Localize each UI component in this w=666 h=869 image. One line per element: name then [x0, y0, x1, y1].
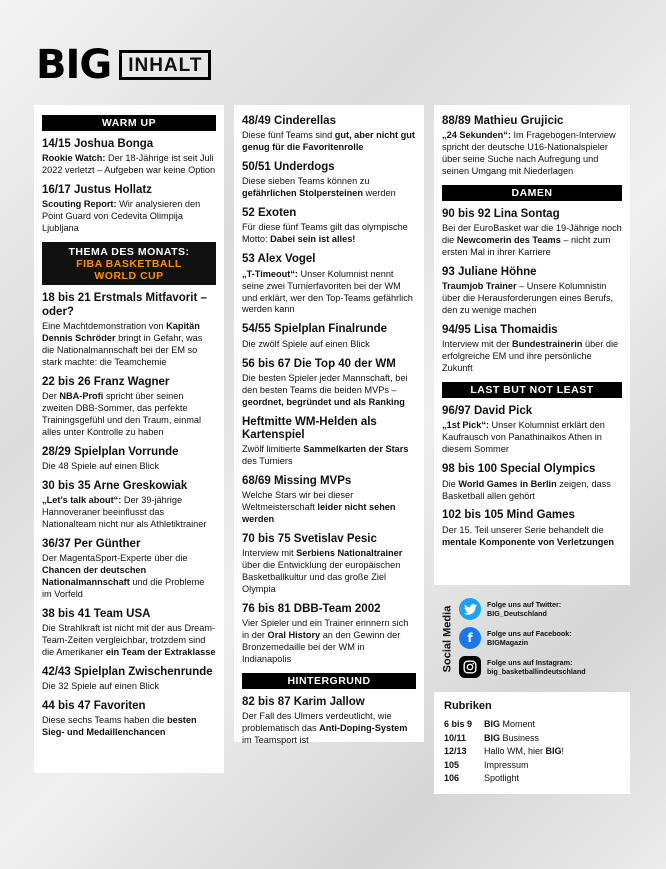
entry-title: 36/37 Per Günther [42, 537, 141, 550]
entry-title: 48/49 Cinderellas [242, 115, 336, 127]
entry-title: 42/43 Spielplan Zwischenrunde [42, 666, 213, 679]
entry-title: 52 Exoten [242, 207, 297, 220]
entry-title: Heftmitte WM-Helden als Kartenspiel [242, 415, 377, 441]
entry-title: 102 bis 105 Mind Games [442, 509, 575, 522]
rubriken-title: Rubriken [444, 700, 492, 712]
toc-entry[interactable] [442, 405, 622, 456]
entry-desc: „1st Pick“: Unser Kolumnist erklärt den Kaufrausch von Panathinaikos Athen in diesem Sommer [442, 420, 605, 455]
toc-entry[interactable] [242, 161, 416, 200]
entry-title: 54/55 Spielplan Finalrunde [242, 323, 388, 336]
entry-title: 70 bis 75 Svetislav Pesic [242, 533, 377, 546]
entry-desc: „T-Timeout“: Unser Kolumnist nennt seine zwei Turnierfavoriten bei der WM und erklärt, wer den Top-Teams gefährlich werden kann [242, 268, 413, 315]
toc-entry[interactable] [242, 696, 416, 747]
toc-entry[interactable] [42, 292, 216, 368]
section-bar-damen: DAMEN [442, 185, 622, 201]
social-media-block [437, 594, 637, 682]
toc-entry[interactable] [42, 138, 216, 177]
toc-entry[interactable] [42, 376, 216, 439]
entry-title: 16/17 Justus Hollatz [42, 184, 152, 197]
entry-desc: Bei der EuroBasket war die 19-Jährige noch die Newcomerin des Teams – nicht zum ersten Mal in ihrer Karriere [442, 223, 622, 258]
toc-entry[interactable] [42, 608, 216, 659]
entry-desc: Die zwölf Spiele auf einen Blick [242, 338, 370, 349]
entry-desc: Der Fall des Ulmers verdeutlicht, wie problematisch das Anti-Doping-System im Teamsport ist [242, 711, 408, 746]
toc-entry[interactable] [42, 184, 216, 235]
entry-title: 30 bis 35 Arne Greskowiak [42, 479, 188, 492]
facebook-icon: f [459, 627, 481, 649]
entry-title: 90 bis 92 Lina Sontag [442, 208, 560, 221]
entry-desc: Diese sechs Teams haben die besten Sieg- und Medaillenchancen [42, 715, 197, 738]
entry-title: 76 bis 81 DBB-Team 2002 [242, 603, 381, 616]
toc-entry[interactable] [242, 253, 416, 316]
entry-desc: Scouting Report: Wir analysieren den Point Guard von Cedevita Olimpija Ljubljana [42, 199, 201, 234]
entry-desc: Die 32 Spiele auf einen Blick [42, 681, 159, 692]
entry-desc: Traumjob Trainer – Unsere Kolumnistin über die Herausforderungen eines Berufs, den zu wenige machen [442, 281, 614, 316]
entry-title: 96/97 David Pick [442, 405, 533, 418]
entry-desc: „24 Sekunden“: Im Fragebogen-Interview spricht der deutsche U16-Nationalspieler über seine Suche nach Aufregung und seinen Umgang mit Niederlagen [442, 130, 616, 177]
toc-column-1 [34, 105, 224, 773]
toc-entry[interactable] [42, 700, 216, 739]
entry-desc: Die World Games in Berlin zeigen, dass Basketball allen gehört [442, 478, 611, 501]
social-media-label: Social Media [441, 605, 454, 673]
entry-desc: Interview mit der Bundestrainerin über die erfolgreiche EM und ihre persönliche Zukunft [442, 339, 619, 374]
rubrik-row[interactable]: 105 Impressum [444, 759, 529, 770]
section-bar-hintergrund: HINTERGRUND [242, 673, 416, 689]
entry-desc: Rookie Watch: Der 18-Jährige ist seit Juli 2022 verletzt – Aufgeben war keine Option [42, 153, 216, 176]
entry-desc: Die 48 Spiele auf einen Blick [42, 460, 159, 471]
toc-entry[interactable] [442, 115, 622, 178]
social-instagram-text: Folge uns auf Instagram: big_basketballindeutschland [487, 658, 586, 676]
entry-title: 38 bis 41 Team USA [42, 607, 151, 620]
toc-entry[interactable] [242, 115, 416, 154]
entry-title: 28/29 Spielplan Vorrunde [42, 445, 179, 458]
entry-desc: Zwölf limitierte Sammelkarten der Stars des Turniers [242, 444, 409, 467]
logo [36, 42, 211, 88]
toc-entry[interactable] [442, 463, 622, 502]
toc-entry[interactable] [242, 533, 416, 596]
toc-entry[interactable] [242, 358, 416, 409]
social-facebook[interactable] [459, 627, 572, 649]
instagram-icon [459, 656, 481, 678]
toc-entry[interactable] [442, 509, 622, 548]
toc-entry[interactable] [42, 666, 216, 693]
entry-title: 88/89 Mathieu Grujicic [442, 115, 564, 127]
logo-big: BIG [36, 42, 112, 88]
toc-entry[interactable] [442, 324, 622, 375]
entry-title: 82 bis 87 Karim Jallow [242, 696, 365, 709]
entry-desc: Interview mit Serbiens Nationaltrainer über die Entwicklung der europäischen Basketballkultur und das große Ziel Olympia [242, 548, 403, 595]
entry-desc: Diese fünf Teams sind gut, aber nicht gut genug für die Favoritenrolle [242, 130, 415, 153]
section-bar-warm-up: WARM UP [42, 115, 216, 131]
toc-entry[interactable] [42, 480, 216, 531]
entry-desc: Vier Spieler und ein Trainer erinnern sich in der Oral History an den Gewinn der Bronzemedaille bei der WM in Indianapolis [242, 618, 409, 665]
toc-entry[interactable] [42, 446, 216, 473]
toc-entry[interactable] [42, 538, 216, 601]
entry-title: 98 bis 100 Special Olympics [442, 463, 596, 476]
entry-desc: Diese sieben Teams können zu gefährlichen Stolpersteinen werden [242, 176, 396, 199]
social-facebook-text: Folge uns auf Facebook: BIGMagazin [487, 629, 572, 647]
toc-column-3 [434, 105, 630, 585]
section-bar-last-but-not-least: LAST BUT NOT LEAST [442, 382, 622, 398]
twitter-icon [459, 598, 481, 620]
social-twitter[interactable] [459, 598, 561, 620]
social-instagram[interactable] [459, 656, 586, 678]
rubrik-row[interactable]: 106 Spotlight [444, 773, 520, 783]
entry-desc: Der NBA-Profi spricht über seinen zweiten DBB-Sommer, das perfekte Trainingsgefühl und den Traum, einmal alles unter Kontrolle zu haben [42, 390, 201, 437]
rubriken-box [434, 692, 630, 794]
entry-title: 94/95 Lisa Thomaidis [442, 324, 558, 337]
rubrik-row[interactable]: 6 bis 9 BIG Moment [444, 719, 536, 729]
rubrik-row[interactable]: 12/13 Hallo WM, hier BIG! [444, 746, 565, 756]
entry-title: 50/51 Underdogs [242, 161, 335, 174]
entry-desc: Welche Stars wir bei dieser Weltmeisterschaft leider nicht sehen werden [242, 490, 396, 525]
toc-entry[interactable] [242, 323, 416, 350]
entry-desc: Die besten Spieler jeder Mannschaft, bei den besten Teams die beiden MVPs – geordnet, begründet und als Ranking [242, 372, 408, 407]
entry-desc: Die Strahlkraft ist nicht mit der aus Dream-Team-Zeiten vergleichbar, trotzdem sind die Amerikaner ein Team der Extraklasse [42, 623, 216, 658]
entry-title: 44 bis 47 Favoriten [42, 700, 146, 713]
entry-title: 68/69 Missing MVPs [242, 475, 352, 487]
entry-title: 14/15 Joshua Bonga [42, 138, 154, 150]
toc-entry[interactable] [242, 416, 416, 468]
entry-desc: Für diese fünf Teams gilt das olympische Motto: Dabei sein ist alles! [242, 222, 408, 245]
toc-entry[interactable] [242, 207, 416, 246]
toc-entry[interactable] [442, 208, 622, 259]
entry-title: 22 bis 26 Franz Wagner [42, 375, 170, 388]
toc-column-2 [234, 105, 424, 746]
entry-title: 53 Alex Vogel [242, 253, 316, 266]
rubrik-row[interactable]: 10/11 BIG Business [444, 732, 540, 743]
entry-title: 93 Juliane Höhne [442, 266, 537, 279]
section-bar-thema: THEMA DES MONATS: FIBA BASKETBALL WORLD CUP [42, 242, 216, 285]
entry-title: 18 bis 21 Erstmals Mitfavorit – oder? [42, 292, 207, 318]
toc-entry[interactable] [442, 266, 622, 317]
toc-entry[interactable] [242, 603, 416, 666]
toc-entry[interactable] [242, 475, 416, 526]
entry-desc: Der 15. Teil unserer Serie behandelt die mentale Komponente von Verletzungen [442, 524, 615, 547]
entry-desc: Der MagentaSport-Experte über die Chancen der deutschen Nationalmannschaft und die Probleme im Vorfeld [42, 553, 205, 599]
logo-inhalt: INHALT [119, 50, 211, 80]
entry-desc: Eine Machtdemonstration von Kapitän Dennis Schröder bringt in Gefahr, was die Nationalmannschaft bei der EM so stark machte: die Teamchemie [42, 320, 203, 367]
entry-title: 56 bis 67 Die Top 40 der WM [242, 357, 396, 370]
social-twitter-text: Folge uns auf Twitter: BIG_Deutschland [487, 600, 562, 618]
entry-desc: „Let’s talk about“: Der 39-jährige Hannoveraner beeinflusst das Nationalteam nicht nur als Athletiktrainer [42, 495, 207, 529]
